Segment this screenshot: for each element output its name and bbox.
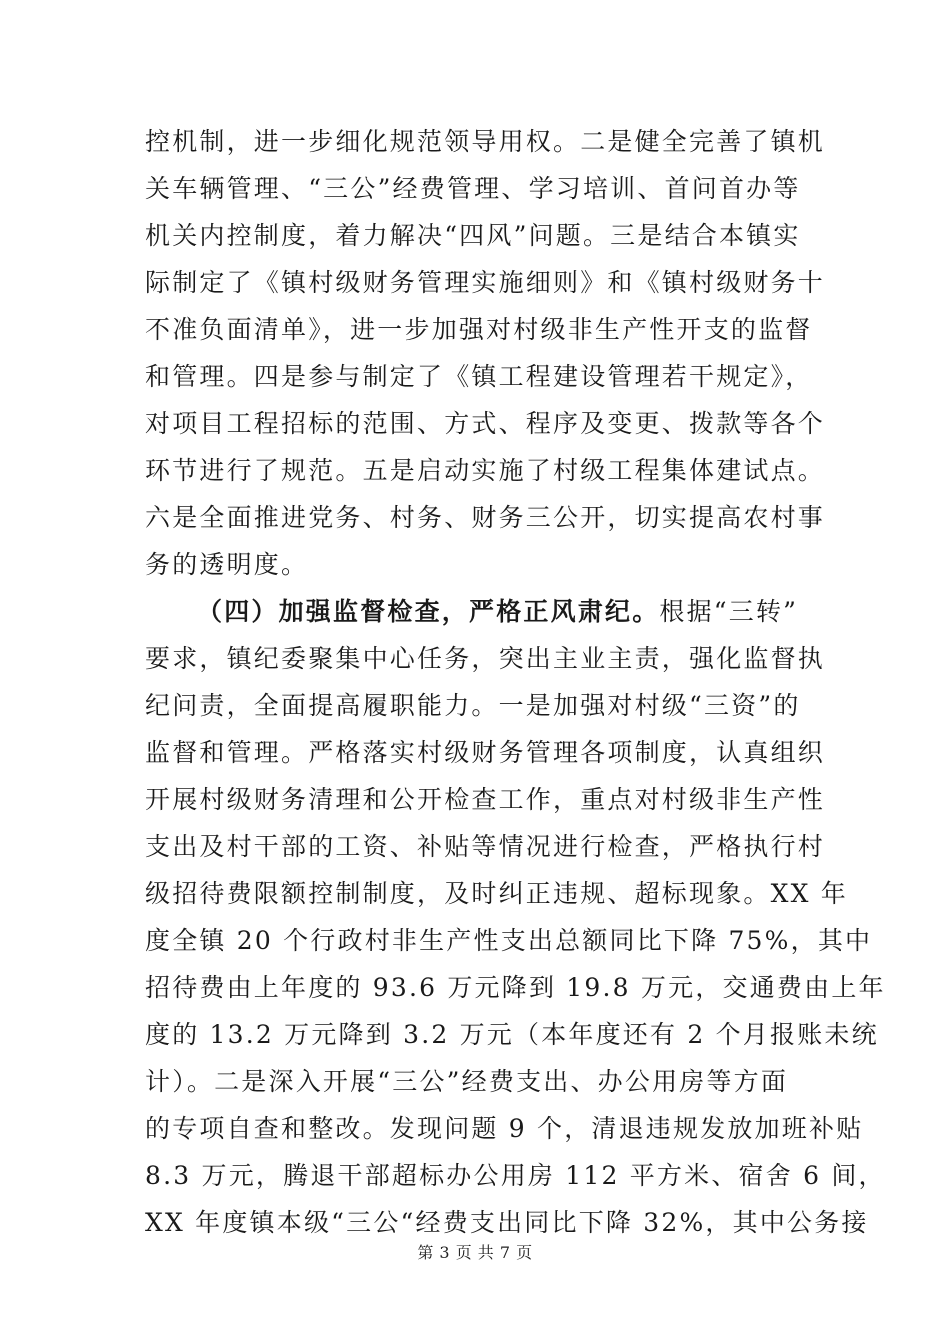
text-line: 的专项自查和整改。发现问题 9 个，清退违规发放加班补贴 — [145, 1114, 864, 1143]
text-line: 务的透明度。 — [145, 550, 309, 579]
text-line: 度全镇 20 个行政村非生产性支出总额同比下降 75%，其中 — [145, 926, 873, 955]
text-line: 关车辆管理、“三公”经费管理、学习培训、首问首办等 — [145, 174, 801, 203]
text-line: 监督和管理。严格落实村级财务管理各项制度，认真组织 — [145, 738, 826, 767]
text-line: 六是全面推进党务、村务、财务三公开，切实提高农村事 — [145, 503, 826, 532]
text-line: 不准负面清单》，进一步加强对村级非生产性开支的监督 — [145, 315, 813, 344]
text-line: 支出及村干部的工资、补贴等情况进行检查，严格执行村 — [145, 832, 826, 861]
section-heading: （四）加强监督检查，严格正风肃纪。 — [197, 597, 660, 626]
section-heading-line — [145, 588, 815, 635]
text-line: 际制定了《镇村级财务管理实施细则》和《镇村级财务十 — [145, 268, 826, 297]
text-line: 度的 13.2 万元降到 3.2 万元（本年度还有 2 个月报账未统 — [145, 1020, 879, 1049]
text-line: 纪问责，全面提高履职能力。一是加强对村级“三资”的 — [145, 691, 801, 720]
text-line: 8.3 万元，腾退干部超标办公用房 112 平方米、宿舍 6 间， — [145, 1161, 886, 1190]
text-line: 开展村级财务清理和公开检查工作，重点对村级非生产性 — [145, 785, 826, 814]
text-line: 对项目工程招标的范围、方式、程序及变更、拨款等各个 — [145, 409, 826, 438]
text-line: 计）。二是深入开展“三公”经费支出、办公用房等方面 — [145, 1067, 789, 1096]
text-line: 级招待费限额控制制度，及时纠正违规、超标现象。XX 年 — [145, 879, 848, 908]
text-line: 控机制，进一步细化规范领导用权。二是健全完善了镇机 — [145, 127, 826, 156]
text-line: 和管理。四是参与制定了《镇工程建设管理若干规定》， — [145, 362, 813, 391]
text-line: 招待费由上年度的 93.6 万元降到 19.8 万元，交通费由上年 — [145, 973, 886, 1002]
body-text — [145, 118, 886, 1246]
text-line: XX 年度镇本级“三公“经费支出同比下降 32%，其中公务接 — [145, 1208, 869, 1237]
page-number-footer: 第 3 页 共 7 页 — [417, 1243, 533, 1262]
section-heading-continuation: 根据“三转” — [659, 597, 799, 626]
text-line: 机关内控制度，着力解决“四风”问题。三是结合本镇实 — [145, 221, 801, 250]
text-line: 要求，镇纪委聚集中心任务，突出主业主责，强化监督执 — [145, 644, 826, 673]
text-line: 环节进行了规范。五是启动实施了村级工程集体建试点。 — [145, 456, 826, 485]
